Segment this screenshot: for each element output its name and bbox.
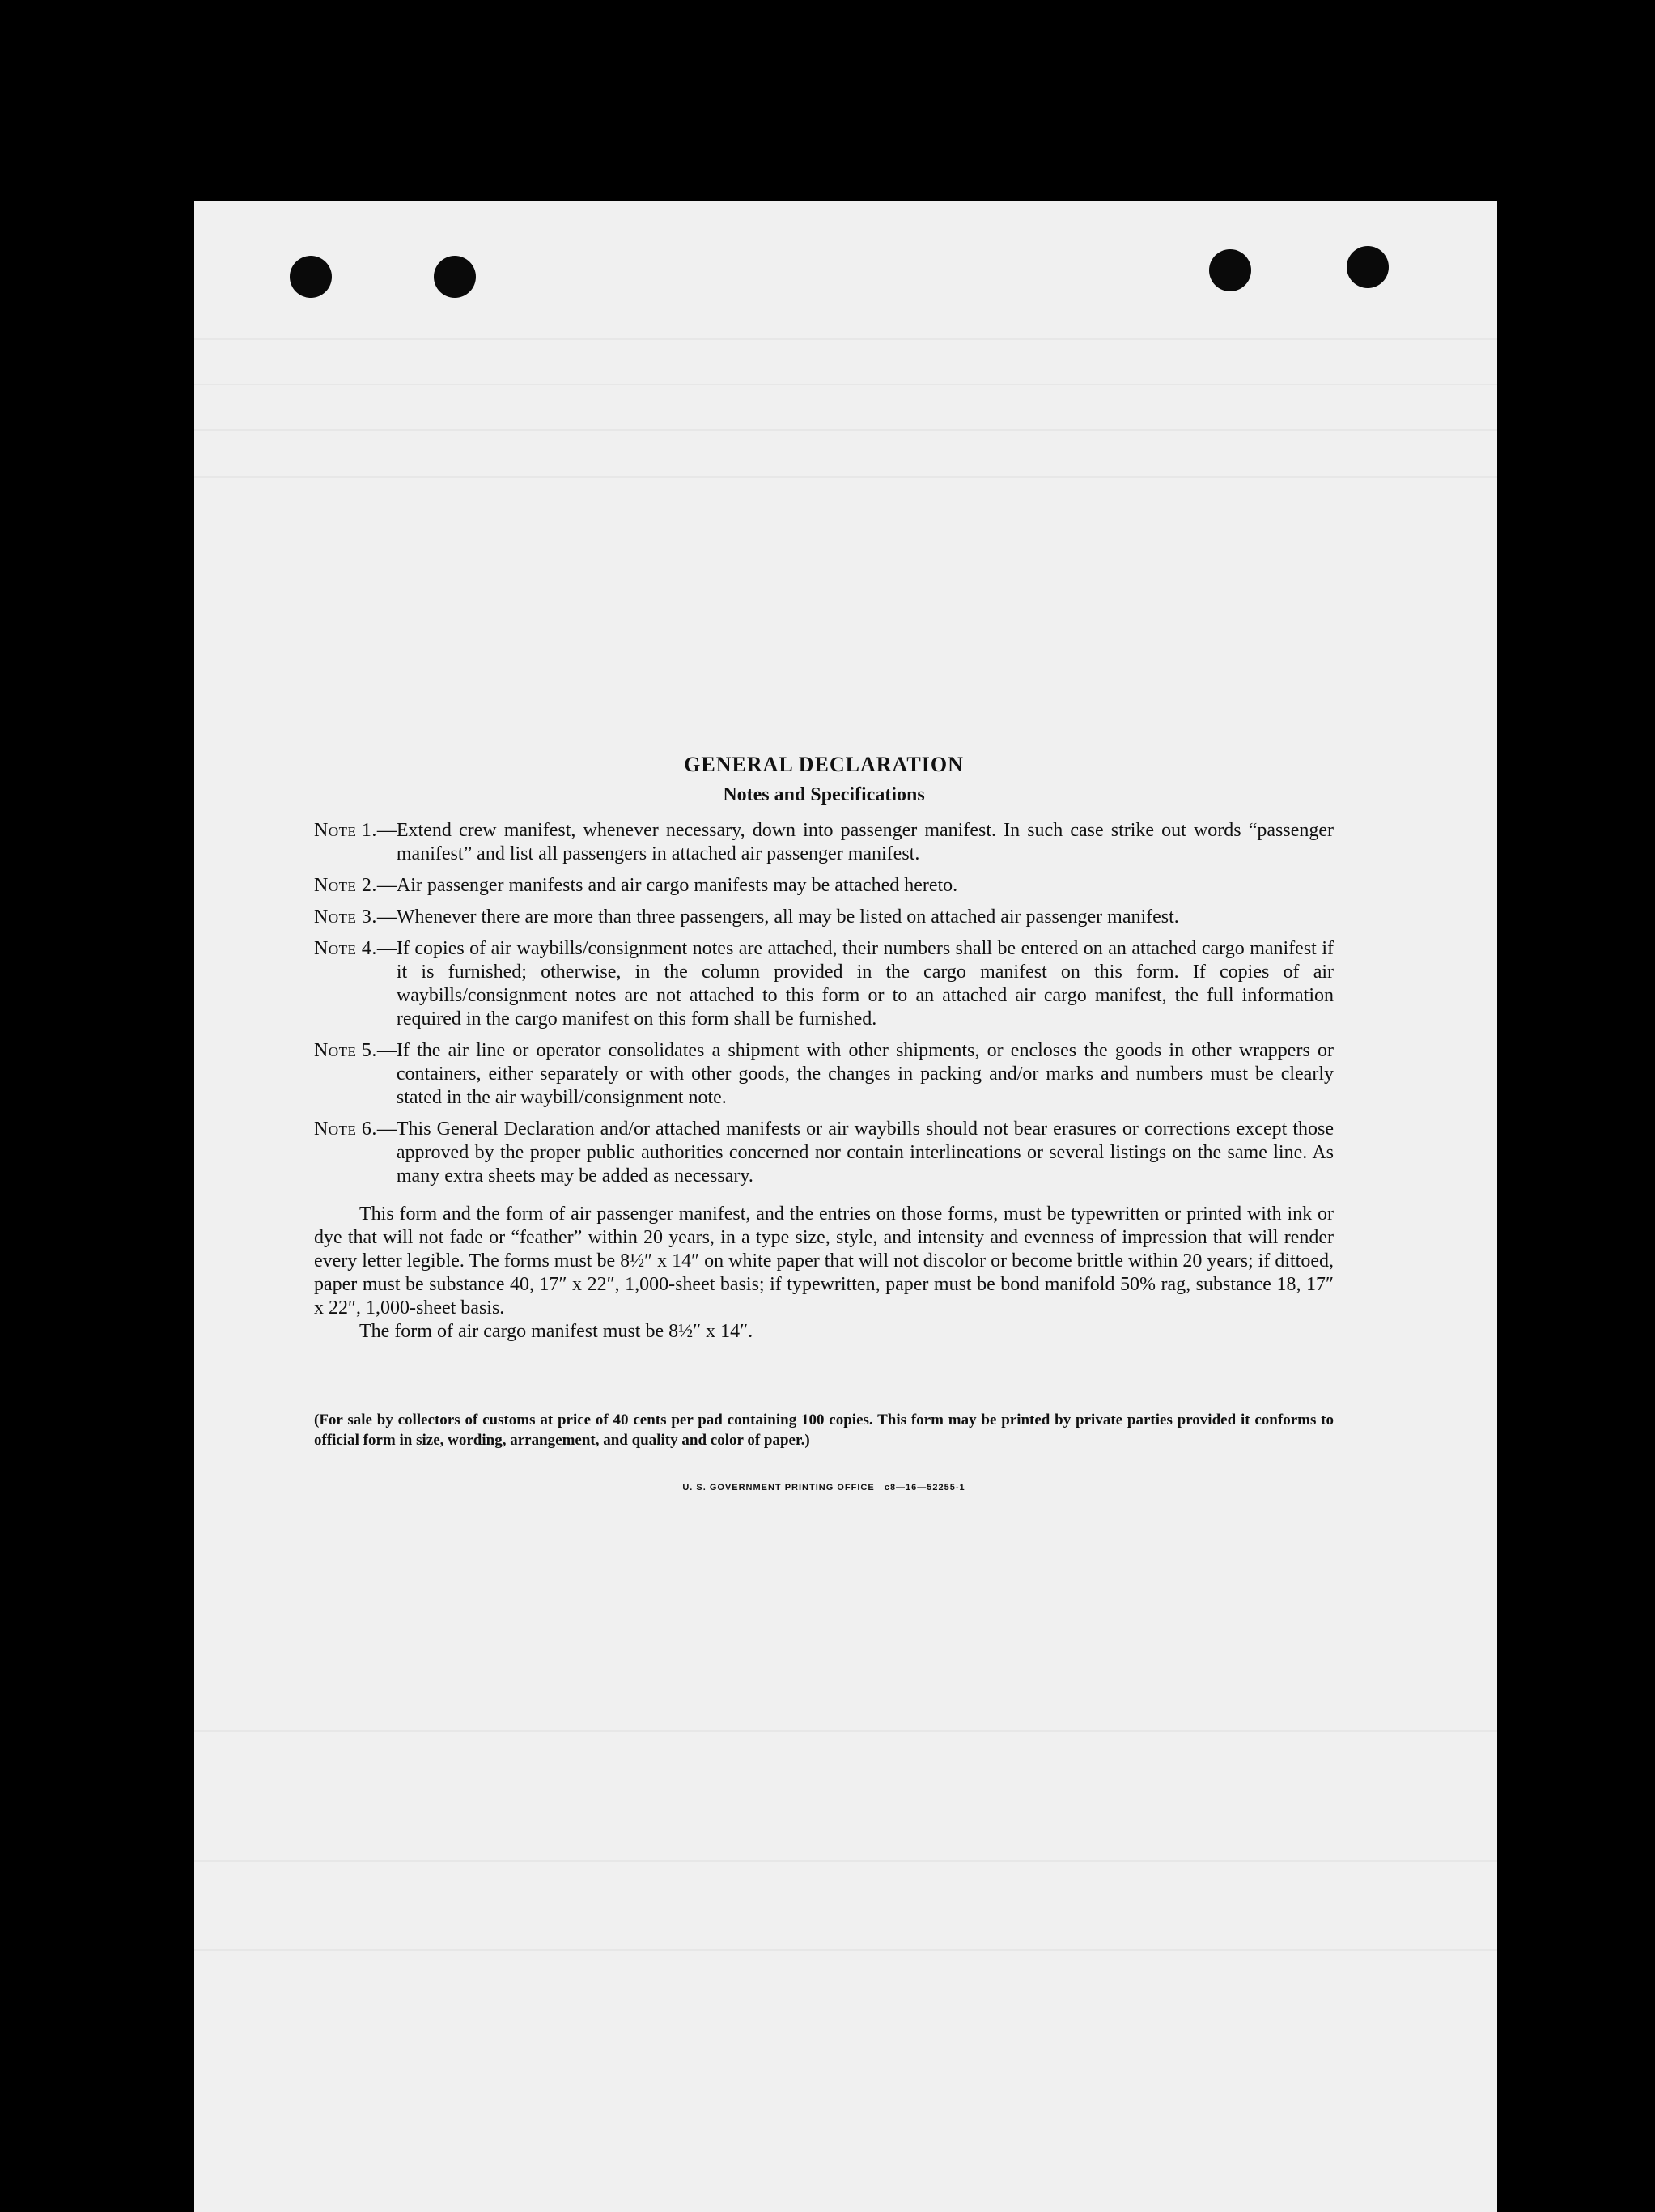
- note-label: Note 1.—: [314, 820, 397, 841]
- bleed-through-line: [194, 476, 1497, 478]
- sale-notice: (For sale by collectors of customs at price of 40 cents per pad containing 100 copies. This form may be printed by private parties provided it conforms to official form in size, wording, arrangement, and quality and color of paper.): [314, 1412, 1334, 1449]
- note-item: [314, 874, 1334, 898]
- note-item: [314, 1039, 1334, 1110]
- note-text: If copies of air waybills/consignment notes are attached, their numbers shall be entered on an attached cargo manifest if it is furnished; otherwise, in the column provided in the cargo manifest on this form. If copies of air waybills/consignment notes are not attached to this form or to an attached air cargo manifest, the full information required in the cargo manifest on this form shall be furnished.: [396, 938, 1334, 1030]
- document-subtitle: Notes and Specifications: [723, 784, 925, 805]
- printer-imprint: U. S. GOVERNMENT PRINTING OFFICE c8—16—52255-1: [682, 1483, 965, 1492]
- note-text: This General Declaration and/or attached manifests or air waybills should not bear erasures or corrections except those approved by the proper public authorities concerned nor contain interlineations or several listings on the same line. As many extra sheets may be added as necessary.: [396, 1119, 1334, 1187]
- bleed-through-line: [194, 338, 1497, 340]
- note-text: Extend crew manifest, whenever necessary, down into passenger manifest. In such case strike out words “passenger manifest” and list all passengers in attached air passenger manifest.: [396, 820, 1334, 864]
- note-item: [314, 937, 1334, 1031]
- punch-hole: [434, 256, 476, 298]
- punch-hole: [1347, 246, 1389, 288]
- note-item: [314, 1118, 1334, 1188]
- note-text: Whenever there are more than three passengers, all may be listed on attached air passenger manifest.: [396, 906, 1179, 928]
- bleed-through-line: [194, 384, 1497, 385]
- bleed-through-line: [194, 429, 1497, 431]
- note-label: Note 3.—: [314, 906, 397, 928]
- note-label: Note 2.—: [314, 875, 397, 896]
- note-text: Air passenger manifests and air cargo manifests may be attached hereto.: [396, 875, 958, 896]
- form-specification-paragraph: This form and the form of air passenger manifest, and the entries on those forms, must be typewritten or printed with ink or dye that will not fade or “feather” within 20 years, in a type size, style, and intensity and evenness of impression that will render every letter legible. The forms must be 8½″ x 14″ on white paper that will not discolor or become brittle within 20 years; if dittoed, paper must be substance 40, 17″ x 22″, 1,000-sheet basis; if typewritten, paper must be bond manifold 50% rag, substance 18, 17″ x 22″, 1,000-sheet basis.: [314, 1204, 1334, 1318]
- cargo-manifest-specification: The form of air cargo manifest must be 8½″ x 14″.: [359, 1321, 753, 1342]
- note-text: If the air line or operator consolidates a shipment with other shipments, or encloses the goods in other wrappers or containers, either separately or with other goods, the changes in packing and/or marks and numbers must be clearly stated in the air waybill/consignment note.: [396, 1040, 1334, 1108]
- bleed-through-line: [194, 1860, 1497, 1862]
- punch-hole: [290, 256, 332, 298]
- note-item: [314, 819, 1334, 866]
- notes-list: [314, 819, 1334, 1188]
- note-label: Note 5.—: [314, 1040, 397, 1061]
- bleed-through-line: [194, 1730, 1497, 1732]
- document-title: GENERAL DECLARATION: [684, 753, 964, 776]
- note-label: Note 6.—: [314, 1119, 397, 1140]
- note-item: [314, 906, 1334, 929]
- note-label: Note 4.—: [314, 938, 397, 959]
- bleed-through-line: [194, 1949, 1497, 1951]
- punch-hole: [1209, 249, 1251, 291]
- document-content: [314, 751, 1334, 1492]
